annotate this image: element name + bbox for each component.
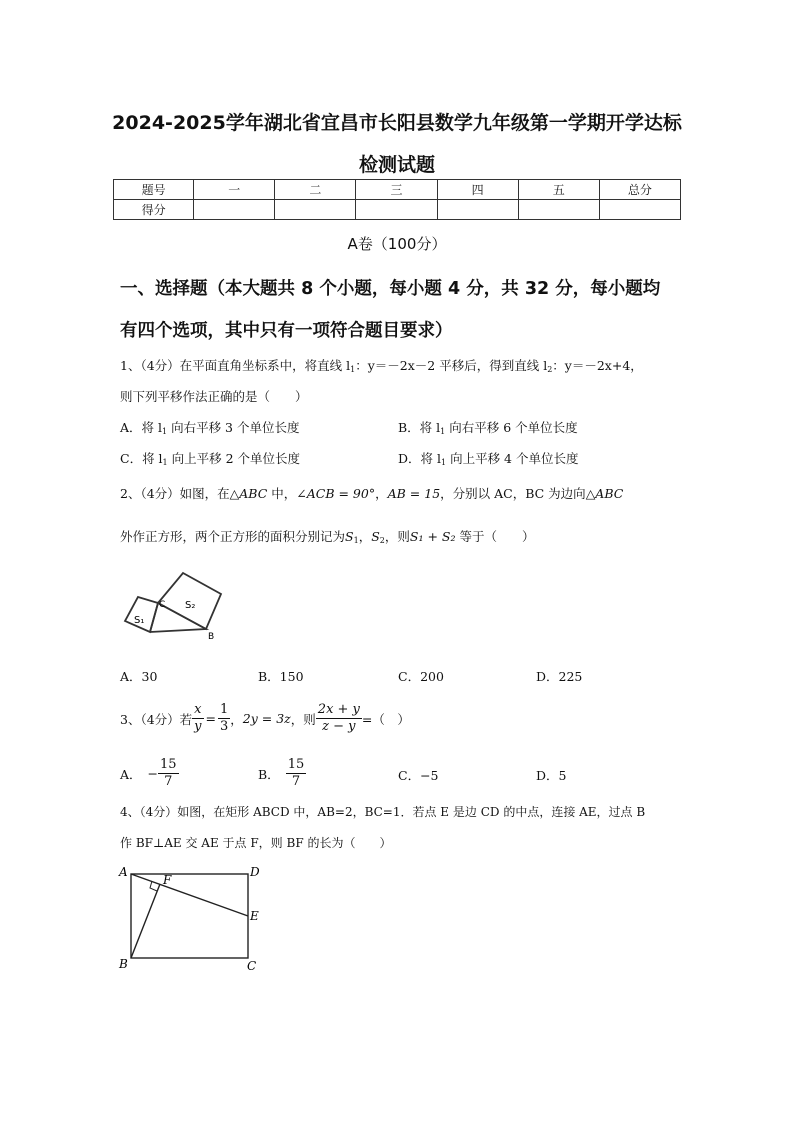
score-table-row-label: 得分: [114, 200, 194, 220]
q2-option-d[interactable]: D．225: [536, 669, 583, 684]
label-e: E: [250, 909, 259, 923]
score-table-header-cell: 三: [356, 180, 437, 200]
q1-text: 1、（4分）在平面直角坐标系中，将直线 l: [120, 358, 351, 373]
score-cell[interactable]: [599, 200, 680, 220]
score-table-header-cell: 二: [275, 180, 356, 200]
q1-option-a[interactable]: A．将 $l_1$ 向右平移 3 个单位长度: [120, 420, 300, 436]
question-4: 4、（4分）如图，在矩形 ABCD 中，AB=2，BC=1．若点 E 是边 CD 的中点，连接 AE，过点 B: [120, 805, 646, 819]
q2-option-a[interactable]: A．30: [120, 669, 158, 684]
score-cell[interactable]: [356, 200, 437, 220]
q1-option-d[interactable]: D．将 $l_1$ 向上平移 4 个单位长度: [398, 451, 579, 467]
label-a: A: [119, 865, 128, 879]
section-heading-line2: 有四个选项，其中只有一项符合题目要求）: [120, 321, 453, 341]
q2-squares-figure: [118, 568, 230, 650]
score-cell[interactable]: [194, 200, 275, 220]
fraction-x-over-y: $\frac{x}{y}$: [194, 702, 202, 734]
segment-ae: [131, 874, 248, 916]
score-table-header-cell: 五: [518, 180, 599, 200]
label-b: B: [119, 957, 128, 971]
q3-option-a[interactable]: A． − $\frac{15}{7}$: [120, 757, 177, 789]
score-table: [113, 179, 681, 220]
score-cell[interactable]: [437, 200, 518, 220]
q2-option-b[interactable]: B．150: [258, 669, 304, 684]
score-table-header-cell: 一: [194, 180, 275, 200]
q3-option-c[interactable]: C．−5: [398, 768, 439, 783]
score-table-header-cell: 题号: [114, 180, 194, 200]
label-c: C: [159, 600, 166, 610]
label-c: C: [247, 959, 257, 973]
page-title: 2024-2025学年湖北省宜昌市长阳县数学九年级第一学期开学达标: [112, 112, 682, 134]
label-b: B: [208, 632, 215, 642]
q1-option-c[interactable]: C．将 $l_1$ 向上平移 2 个单位长度: [120, 451, 301, 467]
question-3: 3、（4分）若 $\frac{x}{y}$ = $\frac{1}{3}$ ， 2y = 3z ，则 $\frac{2x + y}{z - y}$ =（ ）: [120, 702, 410, 734]
fraction-expression: $\frac{2x + y}{z - y}$: [317, 702, 360, 734]
score-table-header-cell: 总分: [599, 180, 680, 200]
page-title-line2: 检测试题: [358, 154, 435, 176]
score-table-header-cell: 四: [437, 180, 518, 200]
question-2: 2、（4分）如图，在△ABC 中，∠ACB = 90°，AB = 15，分别以 AC，BC 为边向△ABC: [120, 486, 624, 501]
question-1: [120, 356, 643, 374]
score-table-header-row: [114, 180, 681, 200]
label-s2: S₂: [185, 600, 196, 611]
fraction-one-third: $\frac{1}{3}$: [220, 702, 229, 734]
q1-text: ：y＝－2x+4，: [552, 358, 643, 373]
segment-bf: [131, 884, 160, 958]
label-f: F: [163, 873, 172, 887]
q4-rectangle-figure: [116, 862, 266, 974]
q1-option-b[interactable]: B．将 $l_1$ 向右平移 6 个单位长度: [398, 420, 578, 436]
score-cell[interactable]: [518, 200, 599, 220]
q3-option-d[interactable]: D．5: [536, 768, 567, 783]
q1-text: ：y＝－2x－2 平移后，得到直线 l: [355, 358, 548, 373]
label-s1: S₁: [134, 615, 145, 626]
q3-option-b[interactable]: B． $\frac{15}{7}$: [258, 757, 305, 789]
label-d: D: [250, 865, 260, 879]
q1-subscript: 2: [547, 365, 553, 374]
score-table-score-row: [114, 200, 681, 220]
rectangle-abcd: [131, 874, 248, 958]
question-1-line2: 则下列平移作法正确的是（ ）: [120, 389, 308, 404]
question-2-line2: 外作正方形，两个正方形的面积分别记为$S_1$，$S_2$，则S₁ + S₂ 等于（ ）: [120, 529, 535, 545]
q2-option-c[interactable]: C．200: [398, 669, 444, 684]
volume-label: A卷（100分）: [347, 235, 447, 253]
q1-subscript: 1: [350, 365, 356, 374]
section-heading: 一、选择题（本大题共 8 个小题，每小题 4 分，共 32 分，每小题均: [120, 279, 661, 299]
question-4-line2: 作 BF⊥AE 交 AE 于点 F，则 BF 的长为（ ）: [120, 836, 392, 850]
score-cell[interactable]: [275, 200, 356, 220]
